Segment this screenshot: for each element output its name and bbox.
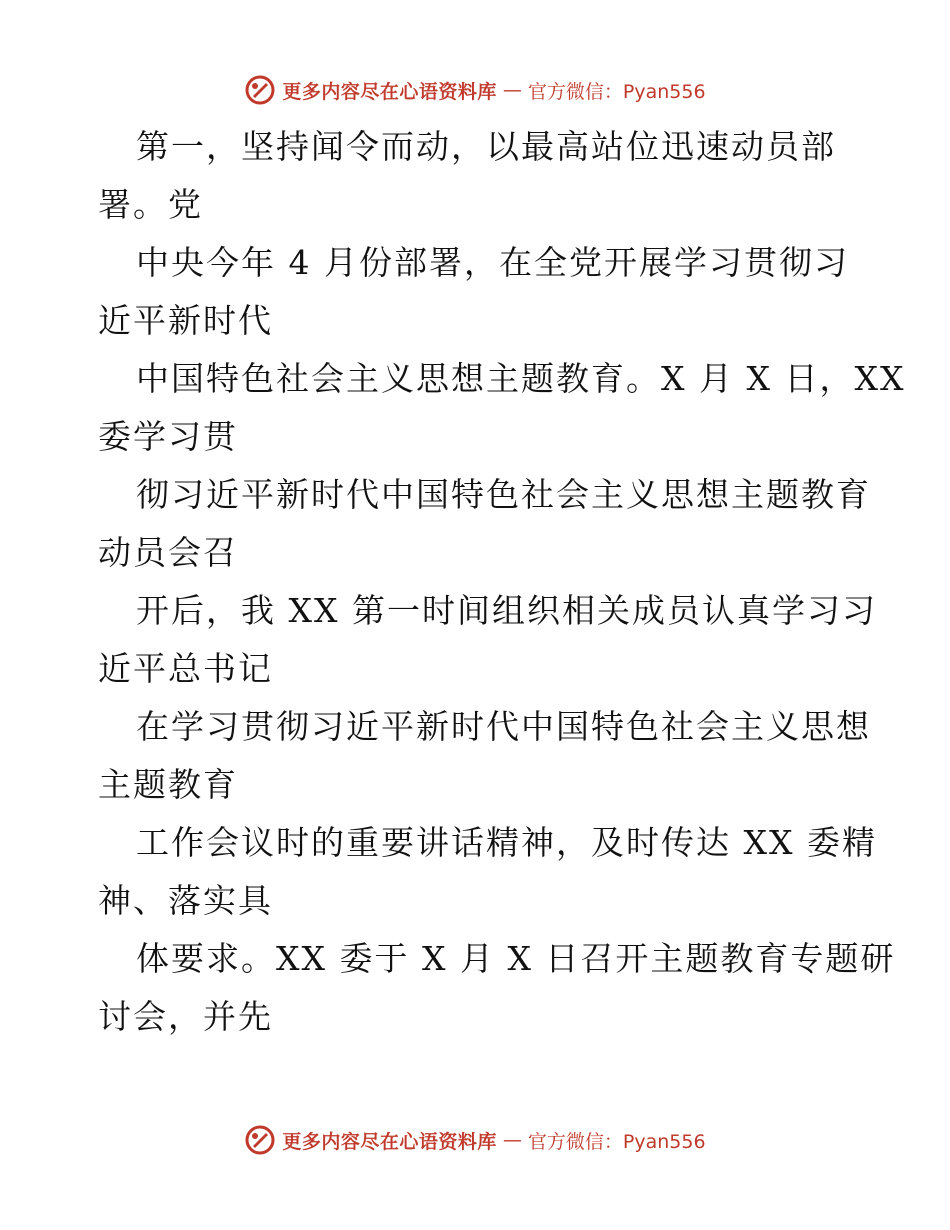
paragraph-line: 委学习贯	[98, 417, 238, 456]
paragraph-5	[98, 582, 877, 698]
paragraph-line: 体要求。XX 委于 X 月 X 日召开主题教育专题研	[136, 939, 896, 978]
paragraph-6	[98, 698, 871, 814]
paragraph-7	[98, 814, 877, 930]
paragraph-line: 动员会召	[98, 533, 238, 572]
paragraph-line: 中央今年 4 月份部署，在全党开展学习贯彻习	[136, 243, 849, 282]
footer-banner	[0, 1120, 950, 1160]
banner-separator: —	[502, 79, 522, 101]
paragraph-line: 讨会，并先	[98, 997, 273, 1036]
paragraph-8	[98, 930, 896, 1046]
paragraph-line: 中国特色社会主义思想主题教育。X 月 X 日，XX	[136, 359, 906, 398]
paragraph-line: 在学习贯彻习近平新时代中国特色社会主义思想	[136, 707, 871, 746]
paragraph-line: 彻习近平新时代中国特色社会主义思想主题教育	[136, 475, 871, 514]
brand-logo-icon	[244, 74, 276, 106]
paragraph-line: 神、落实具	[98, 881, 273, 920]
paragraph-line: 主题教育	[98, 765, 238, 804]
banner-separator: —	[502, 1129, 522, 1151]
paragraph-line: 开后，我 XX 第一时间组织相关成员认真学习习	[136, 591, 877, 630]
paragraph-line: 第一，坚持闻令而动，以最高站位迅速动员部	[136, 127, 836, 166]
header-banner	[0, 70, 950, 110]
paragraph-line: 近平总书记	[98, 649, 273, 688]
brand-logo-icon	[244, 1124, 276, 1156]
paragraph-4	[98, 466, 871, 582]
document-body	[98, 118, 906, 1046]
banner-site-text: 更多内容尽在心语资料库	[282, 80, 497, 103]
banner-wechat-text: 官方微信：Pyan556	[527, 80, 706, 103]
paragraph-line: 署。党	[98, 185, 203, 224]
banner-wechat-text: 官方微信：Pyan556	[527, 1130, 706, 1153]
paragraph-1	[98, 118, 858, 234]
paragraph-line: 近平新时代	[98, 301, 273, 340]
paragraph-3	[98, 350, 906, 466]
banner-site-text: 更多内容尽在心语资料库	[282, 1130, 497, 1153]
paragraph-line: 工作会议时的重要讲话精神，及时传达 XX 委精	[136, 823, 877, 862]
paragraph-2	[98, 234, 858, 350]
